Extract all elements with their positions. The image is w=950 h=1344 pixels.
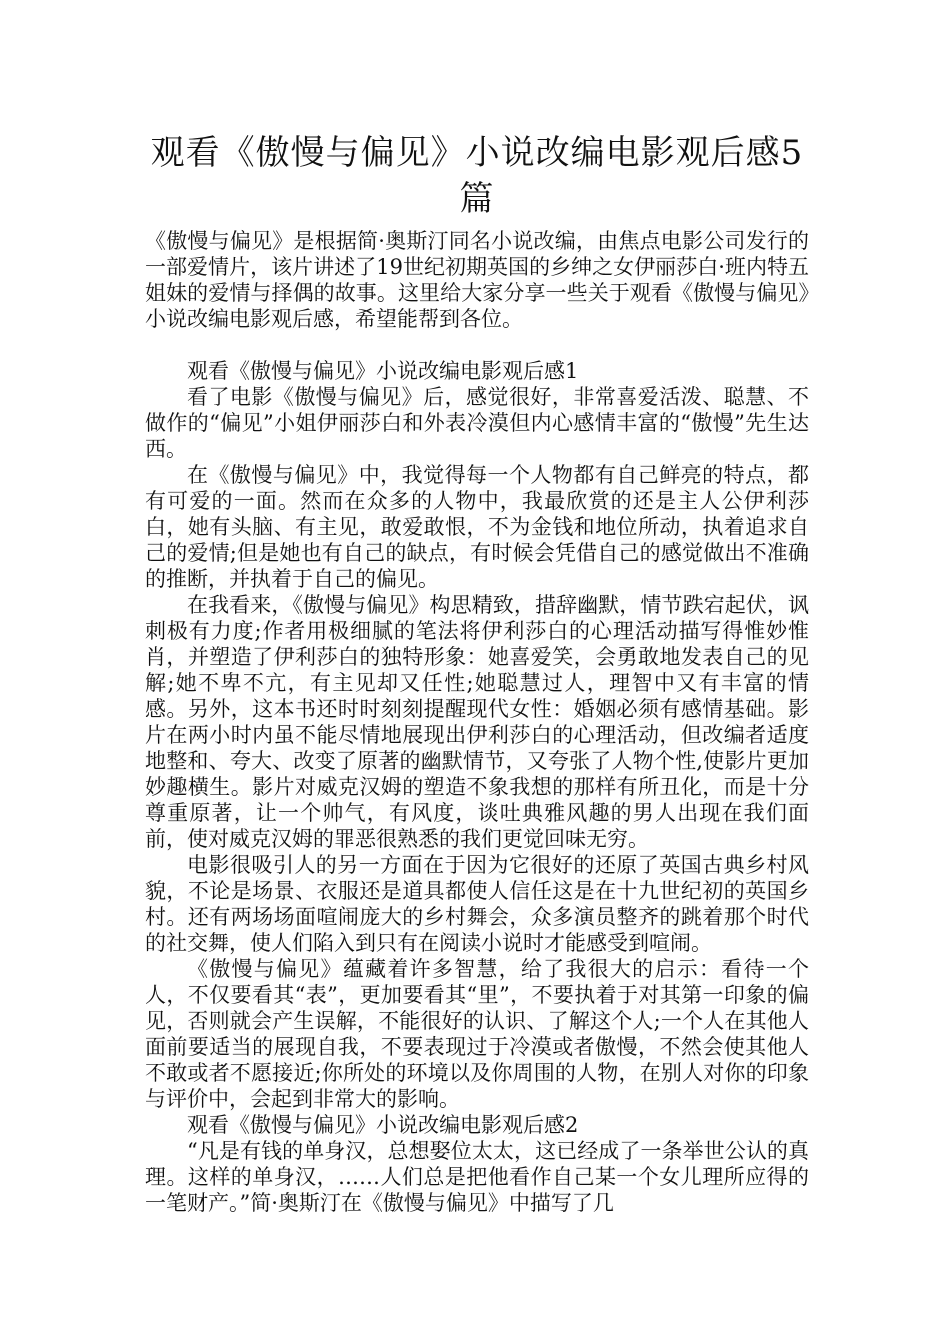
intro-paragraph: 《傲慢与偏见》是根据简·奥斯汀同名小说改编，由焦点电影公司发行的一部爱情片，该片讲述了19世纪初期英国的乡绅之女伊丽莎白·班内特五姐妹的爱情与择偶的故事。这里给大家分享一些关于观看《傲慢与偏见》小说改编电影观后感，希望能帮到各位。 [145, 229, 809, 331]
section1-paragraph: 电影很吸引人的另一方面在于因为它很好的还原了英国古典乡村风貌，不论是场景、衣服还是道具都使人信任这是在十九世纪初的英国乡村。还有两场场面喧闹庞大的乡村舞会，众多演员整齐的跳着那个时代的社交舞，使人们陷入到只有在阅读小说时才能感受到喧闹。 [145, 853, 809, 955]
section1-paragraph: 看了电影《傲慢与偏见》后，感觉很好，非常喜爱活泼、聪慧、不做作的“偏见”小姐伊丽莎白和外表冷漠但内心感情丰富的“傲慢”先生达西。 [145, 385, 809, 461]
document-title: 观看《傲慢与偏见》小说改编电影观后感5篇 [150, 133, 804, 219]
section2-paragraph: “凡是有钱的单身汉，总想娶位太太，这已经成了一条举世公认的真理。这样的单身汉，……人们总是把他看作自己某一个女儿理所应得的一笔财产。”简·奥斯汀在《傲慢与偏见》中描写了几 [145, 1139, 809, 1215]
section1-paragraph: 在我看来，《傲慢与偏见》构思精致，措辞幽默，情节跌宕起伏，讽刺极有力度;作者用极细腻的笔法将伊利莎白的心理活动描写得惟妙惟肖，并塑造了伊利莎白的独特形象：她喜爱笑，会勇敢地发表自己的见解;她不卑不亢，有主见却又任性;她聪慧过人，理智中又有丰富的情感。另外，这本书还时时刻刻提醒现代女性：婚姻必须有感情基础。影片在两小时内虽不能尽情地展现出伊利莎白的心理活动，但改编者适度地整和、夸大、改变了原著的幽默情节，又夸张了人物个性,使影片更加妙趣横生。影片对威克汉姆的塑造不象我想的那样有所丑化，而是十分尊重原著，让一个帅气，有风度，谈吐典雅风趣的男人出现在我们面前，使对威克汉姆的罪恶很熟悉的我们更觉回味无穷。 [145, 593, 809, 851]
section1-paragraph: 《傲慢与偏见》蕴藏着许多智慧，给了我很大的启示：看待一个人，不仅要看其“表”，更加要看其“里”，不要执着于对其第一印象的偏见，否则就会产生误解，不能很好的认识、了解这个人;一个人在其他人面前要适当的展现自我，不要表现过于冷漠或者傲慢，不然会使其他人不敢或者不愿接近;你所处的环境以及你周围的人物，在别人对你的印象与评价中，会起到非常大的影响。 [145, 957, 809, 1111]
document-page [145, 130, 809, 1216]
section1-paragraph: 在《傲慢与偏见》中，我觉得每一个人物都有自己鲜亮的特点，都有可爱的一面。然而在众多的人物中，我最欣赏的还是主人公伊利莎白，她有头脑、有主见，敢爱敢恨，不为金钱和地位所动，执着追求自己的爱情;但是她也有自己的缺点，有时候会凭借自己的感觉做出不准确的推断，并执着于自己的偏见。 [145, 463, 809, 591]
section-heading-1: 观看《傲慢与偏见》小说改编电影观后感1 [187, 359, 579, 383]
section-heading-2: 观看《傲慢与偏见》小说改编电影观后感2 [187, 1113, 579, 1137]
